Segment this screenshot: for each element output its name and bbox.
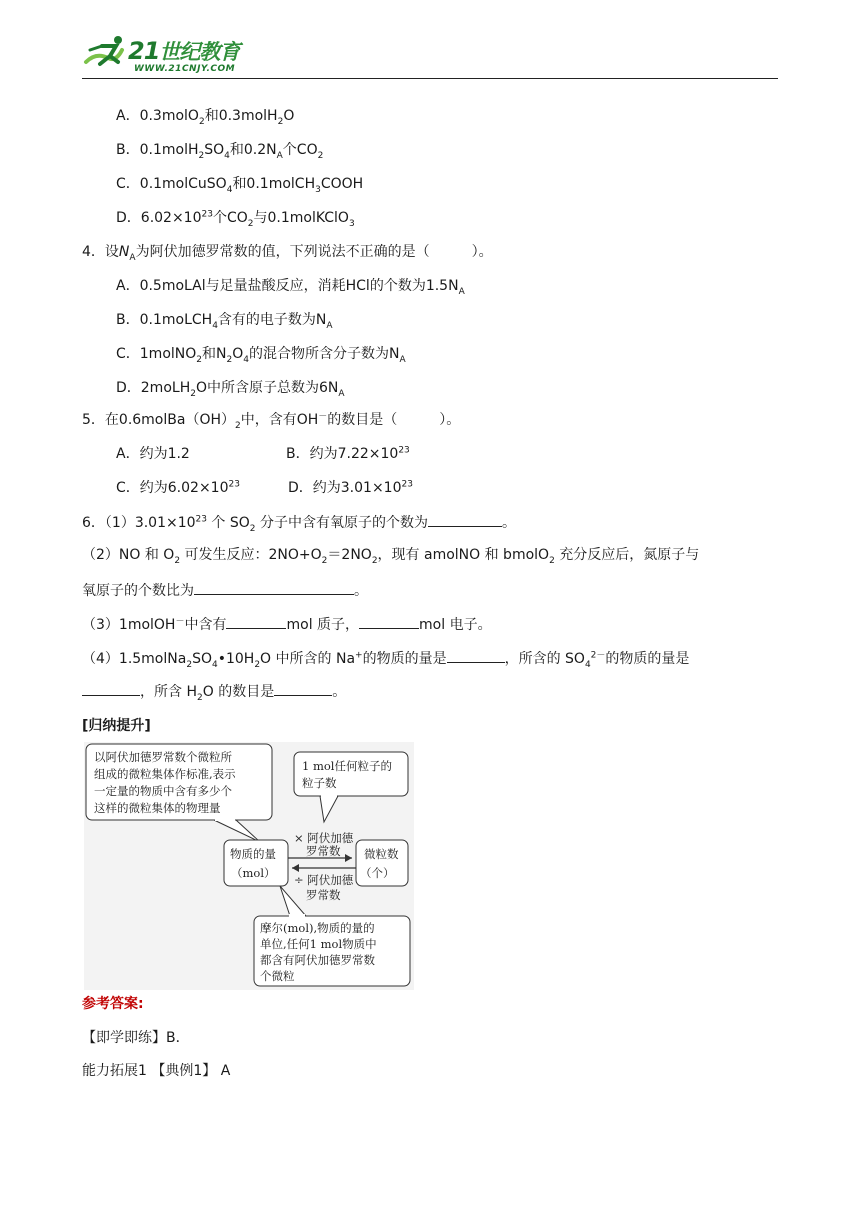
mole-unit-line-2: 单位,任何1 mol物质中	[260, 937, 377, 951]
multiply-label-1: × 阿伏加德	[294, 831, 354, 845]
q6-part-4: $(4)1.5molNa_2SO_4•10H_2O$ 中所含的 Na+的物质的量是 ，所含的 $SO_4^{2-}$的物质的量是	[82, 647, 689, 669]
q4-option-d: D．2moLH$_2$O中所含原子总数为$6N_A$	[116, 380, 345, 399]
q3-option-b: B．$0.1molH_2SO_4$和$0.2N_A$个$CO_2$	[116, 142, 324, 161]
definition-line-4: 这样的微粒集体的物理量	[94, 801, 221, 815]
answer-blank[interactable]	[428, 511, 502, 527]
multiply-label-2: 罗常数	[306, 844, 341, 858]
brand-url: WWW.21CNJY.COM	[134, 64, 236, 74]
mole-unit-line-4: 个微粒	[260, 969, 295, 983]
particle-number-label: 微粒数	[364, 847, 399, 861]
brand-logo-text: 21世纪教育	[128, 37, 240, 65]
q3-option-d: D．$6.02\times 10^{23}$个$CO_2$与0.1molKClO$_3$	[116, 209, 355, 229]
answer-blank[interactable]	[359, 613, 419, 629]
particle-number-unit: （个）	[360, 866, 395, 880]
answers-heading: 参考答案:	[82, 996, 144, 1012]
divide-label-1: ÷ 阿伏加德	[294, 873, 354, 887]
answer-blank[interactable]	[274, 680, 332, 696]
mole-unit-line-3: 都含有阿伏加德罗常数	[260, 953, 375, 967]
q6-part-1: 6．$(1)3.01\times 10^{23}$ 个 $SO_2$ 分子中含有氧原子的个数为 。	[82, 511, 516, 533]
amount-of-substance-label: 物质的量	[230, 847, 276, 861]
q6-part-2-cont: 氧原子的个数比为 。	[82, 579, 368, 601]
q5-option-c: C．约为$6.02\times 10^{23}$	[116, 479, 240, 496]
answer-blank[interactable]	[226, 613, 286, 629]
q4-option-b: B．0.1moLCH$_4$含有的电子数为$N_A$	[116, 312, 333, 331]
divide-label-2: 罗常数	[306, 888, 341, 902]
particle-count-line-2: 粒子数	[302, 776, 337, 790]
answer-line-1: 【即学即练】B．	[82, 1030, 190, 1046]
amount-of-substance-unit: （mol）	[231, 866, 276, 880]
header-divider	[82, 78, 778, 79]
q4-option-a: A．0.5moLAl与足量盐酸反应，消耗HCl的个数为$1.5N_A$	[116, 278, 465, 297]
q5-option-b: B．约为$7.22\times 10^{23}$	[286, 445, 410, 462]
q4-stem: 4．设$N_A$为阿伏加德罗常数的值，下列说法不正确的是（ ）。	[82, 244, 493, 263]
page-header	[82, 30, 778, 80]
q4-option-c: C．1molNO$_2$和$N_2O_4$的混合物所含分子数为$N_A$	[116, 346, 406, 365]
q3-option-a: A．0.3molO$_2$和0.3molH$_2$O	[116, 108, 295, 127]
definition-line-1: 以阿伏加德罗常数个微粒所	[94, 750, 232, 764]
q5-option-a: A．约为1.2	[116, 446, 190, 462]
q3-option-c: C．0.1molCuSO$_4$和0.1molCH$_3$COOH	[116, 176, 364, 195]
answer-blank[interactable]	[82, 680, 140, 696]
definition-line-3: 一定量的物质中含有多少个	[94, 784, 232, 798]
summary-heading: [归纳提升]	[82, 718, 151, 734]
q5-stem: 5．在$0.6molBa(OH)_2$中，含有OH－的数目是（ ）。	[82, 411, 461, 431]
concept-diagram	[84, 742, 414, 990]
answer-blank[interactable]	[194, 579, 354, 595]
q6-part-2: （2）NO 和 $O_2$ 可发生反应：$2NO+O_2=2NO_2$，现有 amolNO 和 bmolO$_2$ 充分反应后，氮原子与	[82, 547, 700, 566]
particle-count-line-1: 1 mol任何粒子的	[302, 759, 392, 773]
mole-unit-line-1: 摩尔(mol),物质的量的	[260, 921, 375, 935]
answer-blank[interactable]	[447, 647, 505, 663]
answer-line-2: 能力拓展1 【典例1】 A	[82, 1063, 231, 1079]
definition-line-2: 组成的微粒集体作标准,表示	[94, 767, 236, 781]
q6-part-3: （3）1molOH－中含有 mol 质子， mol 电子。	[82, 613, 492, 635]
q6-part-4-cont: ，所含 $H_2O$ 的数目是 。	[82, 680, 346, 702]
q5-option-d: D．约为$3.01\times 10^{23}$	[288, 479, 413, 496]
